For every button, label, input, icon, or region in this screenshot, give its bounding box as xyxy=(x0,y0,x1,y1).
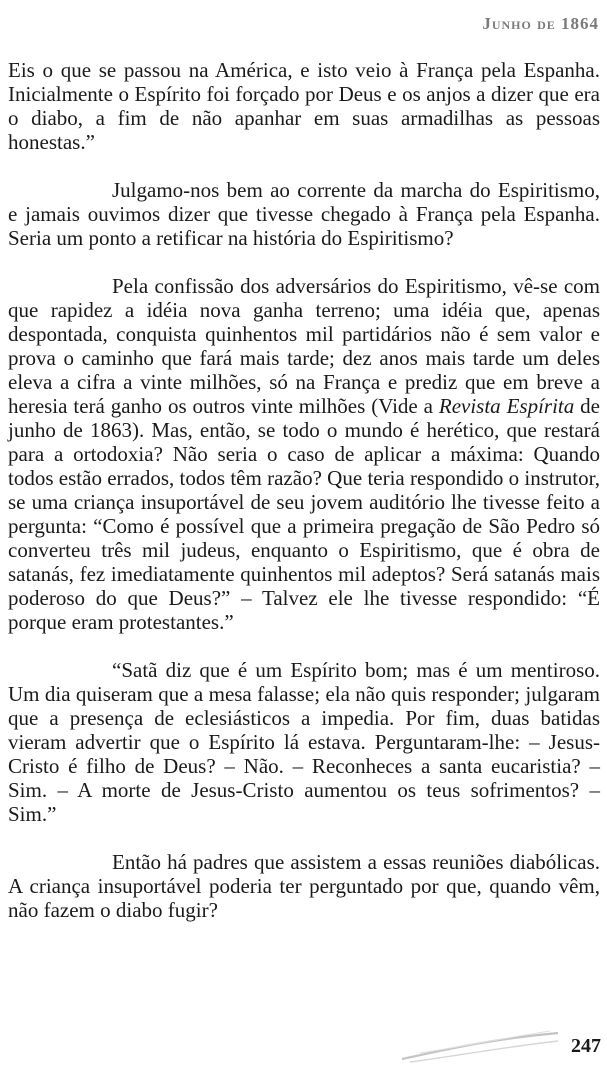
paragraph-5: Então há padres que assistem a essas reuniões diabólicas. A criança insuportável poderia ter perguntado por que, quando vêm, não fazem o diabo fugir? xyxy=(8,850,600,922)
page-number: 247 xyxy=(571,1035,601,1057)
paragraph-2: Julgamo-nos bem ao corrente da marcha do Espiritismo, e jamais ouvimos dizer que tivesse chegado à França pela Espanha. Seria um ponto a retificar na história do Espiritismo? xyxy=(8,178,600,250)
paragraph-3 xyxy=(8,274,600,634)
paragraph-4: “Satã diz que é um Espírito bom; mas é um mentiroso. Um dia quiseram que a mesa falasse; ela não quis responder; julgaram que a presença de eclesiásticos a impedia. Por fim, duas batidas vieram advertir que o Espírito lá estava. Perguntaram-lhe: – Jesus-Cristo é filho de Deus? – Não. – Reconheces a santa eucaristia? – Sim. – A morte de Jesus-Cristo aumentou os teus sofrimentos? – Sim.” xyxy=(8,658,600,826)
page-footer xyxy=(0,1025,607,1071)
page-body xyxy=(8,58,600,946)
paragraph-3-text-a: Pela confissão dos adversários do Espiritismo, vê-se com que rapidez a idéia nova ganha terreno; uma idéia que, apenas despontada, conquista quinhentos mil partidários não é sem valor e prova o caminho que fará mais tarde; dez anos mais tarde um deles eleva a cifra a vinte milhões, só na França e prediz que em breve a heresia terá ganho os outros vinte milhões (Vide a xyxy=(8,274,600,418)
journal-title-italic: Revista Espírita xyxy=(438,394,575,418)
decorative-swoosh-icon xyxy=(400,1029,560,1065)
paragraph-1: Eis o que se passou na América, e isto veio à França pela Espanha. Inicialmente o Espírito foi forçado por Deus e os anjos a dizer que era o diabo, a fim de não apanhar em suas armadilhas as pessoas honestas.” xyxy=(8,58,600,154)
running-header: Junho de 1864 xyxy=(482,14,599,33)
paragraph-3-text-b: de junho de 1863). Mas, então, se todo o mundo é herético, que restará para a ortodoxia? Não seria o caso de aplicar a máxima: Quando todos estão errados, todos têm razão? Que teria respondido o instrutor, se uma criança insuportável de seu jovem auditório lhe tivesse feito a pergunta: “Como é possível que a primeira pregação de São Pedro só converteu três mil judeus, enquanto o Espiritismo, que é obra de satanás, fez imediatamente quinhentos mil adeptos? Será satanás mais poderoso do que Deus?” – Talvez ele lhe tivesse respondido: “É porque eram protestantes.” xyxy=(8,394,600,634)
